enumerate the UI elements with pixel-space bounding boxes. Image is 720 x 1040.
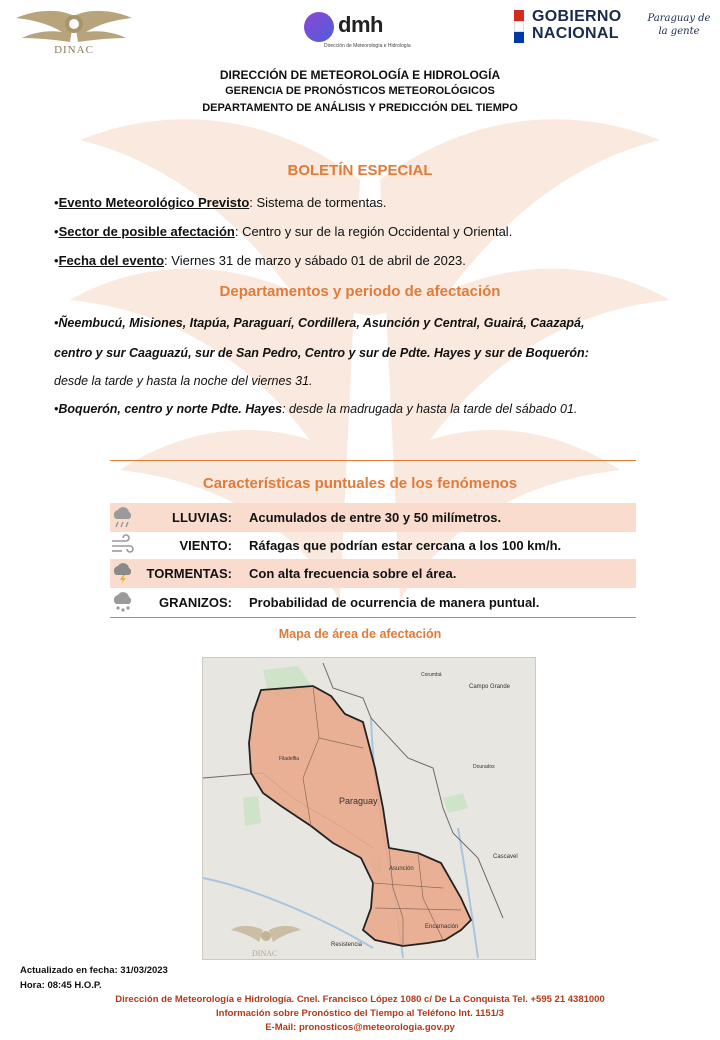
dmh-subtitle: Dirección de Meteorología e Hidrología [324, 43, 411, 49]
feature-row-wind [110, 531, 636, 560]
feature-value: Acumulados de entre 30 y 50 milímetros. [249, 510, 502, 525]
divider [110, 460, 636, 461]
feature-label: LLUVIAS: [172, 510, 232, 525]
feature-value: Probabilidad de ocurrencia de manera puntual. [249, 595, 540, 610]
dinac-logo [14, 8, 134, 56]
footer-email: E-Mail: pronosticos@meteorologia.gov.py [265, 1022, 455, 1033]
rain-cloud-icon [110, 505, 136, 529]
affected-area-polygon [249, 686, 471, 946]
map-label-corumba: Corumbá [421, 672, 442, 678]
feature-row-storm [110, 559, 636, 588]
departments-text: centro y sur Caaguazú, sur de San Pedro, Centro y sur de Pdte. Hayes y sur de Boquerón: [54, 346, 589, 360]
departments-line1: •Ñeembucú, Misiones, Itapúa, Paraguarí, Cordillera, Asunción y Central, Guairá, Caazapá, [54, 316, 585, 330]
map-canvas [203, 658, 536, 960]
feature-value: Ráfagas que podrían estar cercana a los 100 km/h. [249, 538, 562, 553]
dmh-mark-icon [304, 12, 334, 42]
departments-text: Ñeembucú, Misiones, Itapúa, Paraguarí, Cordillera, Asunción y Central, Guairá, Caazapá, [58, 316, 585, 330]
flag-icon [514, 10, 524, 44]
departments-title: Departamentos y periodo de afectación [219, 283, 501, 300]
header-line2: GERENCIA DE PRONÓSTICOS METEOROLÓGICOS [225, 85, 495, 97]
map-dinac-watermark [231, 926, 301, 958]
feature-row-hail [110, 588, 636, 617]
bulletin-value: : Centro y sur de la región Occidental y Oriental. [234, 224, 513, 239]
feature-label: VIENTO: [179, 538, 232, 553]
map-label-paraguay: Paraguay [339, 796, 378, 806]
updated-hour: Hora: 08:45 H.O.P. [20, 980, 102, 991]
affected-area-map [202, 657, 536, 960]
map-label-resistencia: Resistencia [331, 942, 363, 948]
footer-phone: Información sobre Pronóstico del Tiempo al Teléfono Int. 1151/3 [216, 1008, 504, 1019]
bulletin-value: : Sistema de tormentas. [249, 195, 387, 210]
departments-line3: desde la tarde y hasta la noche del viernes 31. [54, 374, 313, 388]
feature-row-rain [110, 503, 636, 532]
map-label-dourados: Dourados [473, 764, 495, 770]
bulletin-title: BOLETÍN ESPECIAL [287, 162, 433, 179]
map-label-cascavel: Cascavel [493, 854, 518, 860]
gobierno-logo [512, 8, 712, 48]
map-label-filadelfia: Filadelfia [279, 756, 300, 762]
bulletin-key: Fecha del evento [58, 253, 165, 268]
departments-line4: •Boquerón, centro y norte Pdte. Hayes: desde la madrugada y hasta la tarde del sábado 01. [54, 402, 578, 416]
bulletin-key: Sector de posible afectación [58, 224, 235, 239]
departments-text: : desde la madrugada y hasta la tarde del sábado 01. [282, 402, 578, 416]
feature-label: GRANIZOS: [159, 595, 232, 610]
dmh-wordmark: dmh [338, 12, 383, 37]
departments-line2 [54, 346, 589, 360]
storm-cloud-icon [110, 561, 136, 585]
map-dinac-label: DINAC [252, 949, 278, 958]
bulletin-value: : Viernes 31 de marzo y sábado 01 de abril de 2023. [164, 253, 466, 268]
bulletin-item-event: •Evento Meteorológico Previsto: Sistema de tormentas. [54, 195, 387, 210]
features-title: Características puntuales de los fenómenos [202, 475, 518, 492]
header-line3: DEPARTAMENTO DE ANÁLISIS Y PREDICCIÓN DEL TIEMPO [202, 102, 518, 114]
bulletin-key: Evento Meteorológico Previsto [58, 195, 250, 210]
updated-date: Actualizado en fecha: 31/03/2023 [20, 965, 168, 976]
bulletin-item-date: •Fecha del evento: Viernes 31 de marzo y sábado 01 de abril de 2023. [54, 253, 466, 268]
hail-cloud-icon [110, 590, 136, 614]
departments-text: Boquerón, centro y norte Pdte. Hayes [58, 402, 283, 416]
map-label-asuncion: Asunción [389, 866, 414, 872]
bulletin-item-sector: •Sector de posible afectación: Centro y sur de la región Occidental y Oriental. [54, 224, 513, 239]
feature-value: Con alta frecuencia sobre el área. [249, 566, 457, 581]
map-label-encarnacion: Encarnación [425, 924, 459, 930]
map-title: Mapa de área de afectación [278, 627, 442, 641]
wind-icon [110, 533, 136, 557]
footer-address: Dirección de Meteorología e Hidrología. Cnel. Francisco López 1080 c/ De La Conquista Tel. +595 21 4381000 [115, 994, 605, 1005]
dinac-label: DINAC [54, 44, 94, 56]
header-line1: DIRECCIÓN DE METEOROLOGÍA E HIDROLOGÍA [219, 68, 501, 82]
gobierno-slogan: Paraguay de la gente [647, 13, 711, 37]
gobierno-line1: GOBIERNO [532, 8, 622, 25]
divider [110, 617, 636, 618]
dmh-logo [300, 10, 430, 54]
wings-icon [14, 8, 134, 44]
feature-label: TORMENTAS: [146, 566, 232, 581]
map-label-campo-grande: Campo Grande [469, 684, 511, 690]
gobierno-line2: NACIONAL [532, 25, 619, 42]
